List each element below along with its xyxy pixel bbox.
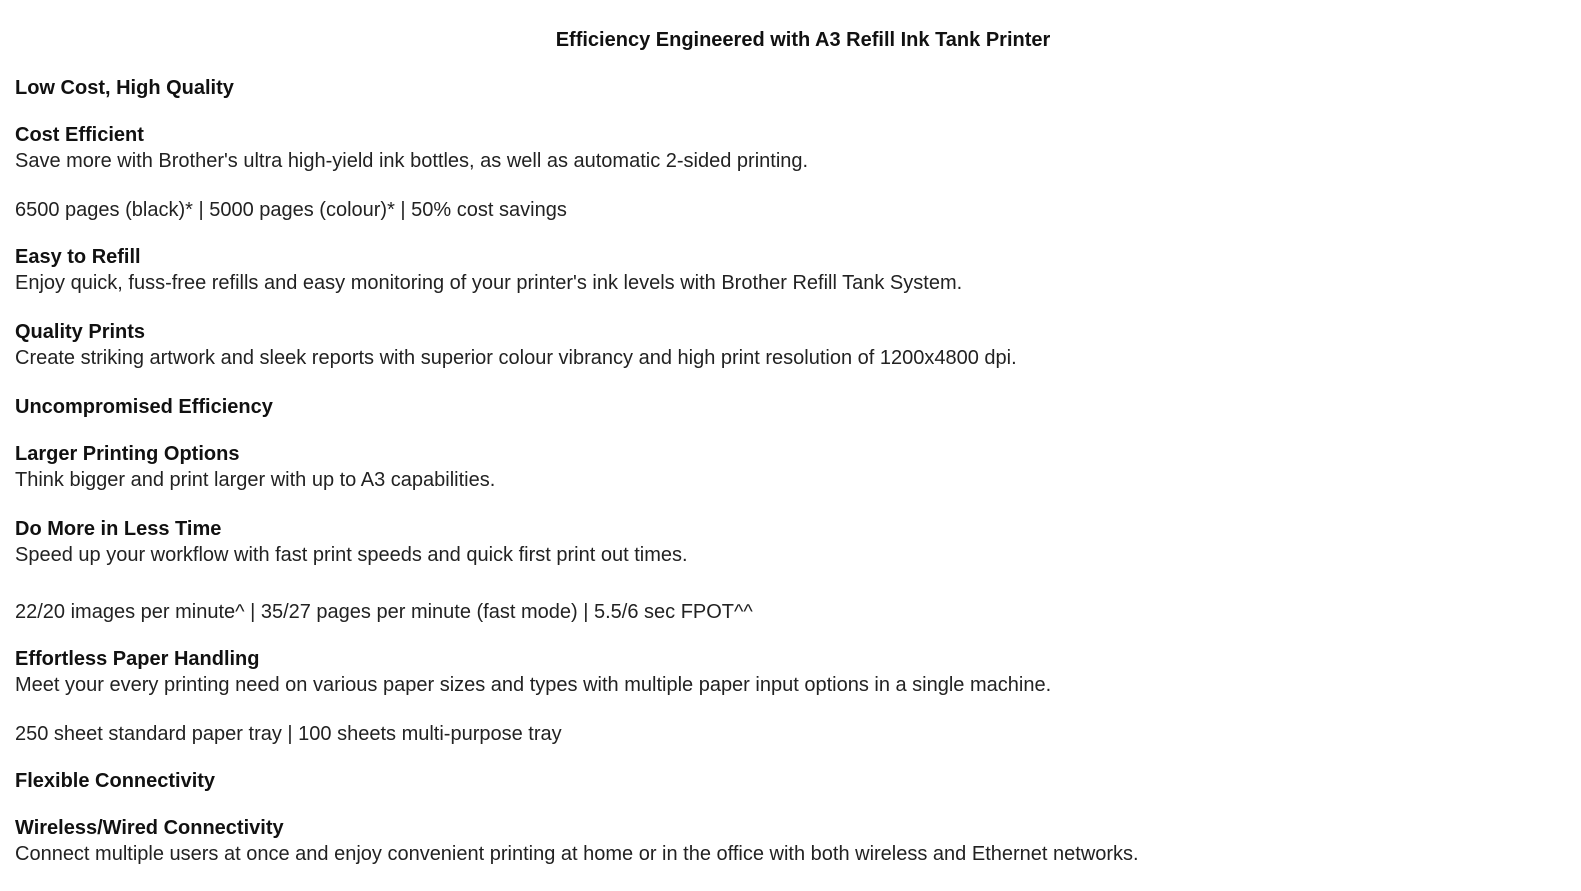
feature-easy-to-refill bbox=[15, 245, 1555, 297]
feature-title: Quality Prints bbox=[15, 321, 146, 343]
feature-do-more-in-less-time bbox=[15, 517, 1555, 569]
feature-stats-print-speed: 22/20 images per minute^ | 35/27 pages per minute (fast mode) | 5.5/6 sec FPOT^^ bbox=[15, 601, 753, 623]
feature-title: Wireless/Wired Connectivity bbox=[15, 817, 284, 839]
page-title: Efficiency Engineered with A3 Refill Ink Tank Printer bbox=[555, 29, 1051, 51]
section-heading-uncompromised-efficiency: Uncompromised Efficiency bbox=[15, 396, 273, 418]
feature-title: Easy to Refill bbox=[15, 246, 141, 268]
feature-stats-ink-yield: 6500 pages (black)* | 5000 pages (colour)* | 50% cost savings bbox=[15, 199, 567, 221]
feature-stats-paper-trays: 250 sheet standard paper tray | 100 sheets multi-purpose tray bbox=[15, 723, 562, 745]
feature-wireless-wired-connectivity bbox=[15, 816, 1555, 868]
feature-description: Meet your every printing need on various paper sizes and types with multiple paper input options in a single machine. bbox=[15, 674, 1052, 696]
feature-cost-efficient bbox=[15, 123, 1555, 175]
feature-description: Speed up your workflow with fast print speeds and quick first print out times. bbox=[15, 544, 688, 566]
feature-quality-prints bbox=[15, 320, 1555, 372]
section-heading-flexible-connectivity: Flexible Connectivity bbox=[15, 770, 216, 792]
feature-title: Cost Efficient bbox=[15, 124, 144, 146]
feature-title: Do More in Less Time bbox=[15, 518, 222, 540]
feature-title: Larger Printing Options bbox=[15, 443, 240, 465]
feature-title: Effortless Paper Handling bbox=[15, 648, 260, 670]
features-content bbox=[15, 76, 1555, 891]
feature-description: Enjoy quick, fuss-free refills and easy monitoring of your printer's ink levels with Brother Refill Tank System. bbox=[15, 272, 963, 294]
section-heading-low-cost-high-quality: Low Cost, High Quality bbox=[15, 77, 234, 99]
feature-description: Create striking artwork and sleek reports with superior colour vibrancy and high print resolution of 1200x4800 dpi. bbox=[15, 347, 1017, 369]
feature-description: Think bigger and print larger with up to A3 capabilities. bbox=[15, 469, 496, 491]
feature-description: Connect multiple users at once and enjoy convenient printing at home or in the office with both wireless and Ethernet networks. bbox=[15, 843, 1139, 865]
feature-description: Save more with Brother's ultra high-yield ink bottles, as well as automatic 2-sided printing. bbox=[15, 150, 809, 172]
feature-effortless-paper-handling bbox=[15, 647, 1555, 699]
feature-larger-printing-options bbox=[15, 442, 1555, 494]
